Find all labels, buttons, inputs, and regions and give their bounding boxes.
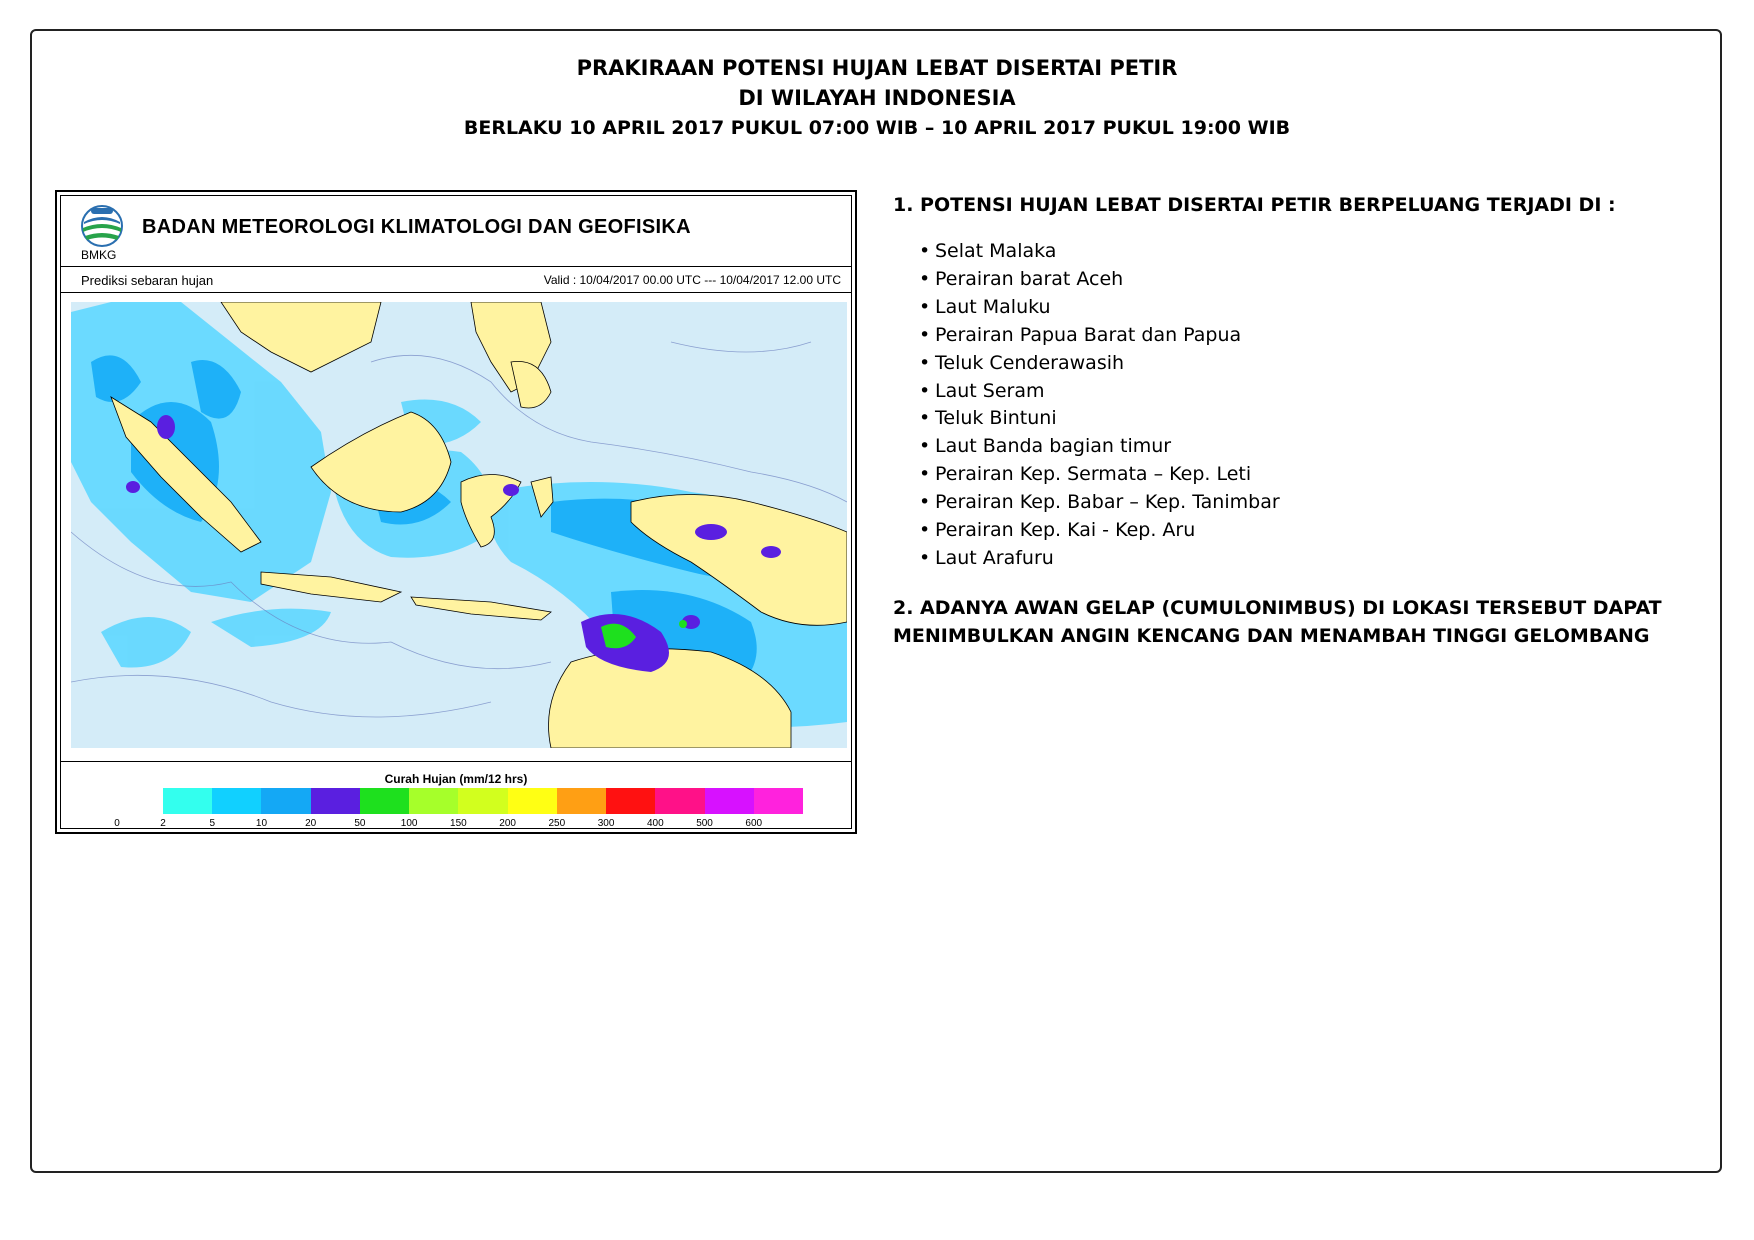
area-item: • Perairan Kep. Sermata – Kep. Leti bbox=[919, 461, 1693, 489]
area-item: • Perairan Papua Barat dan Papua bbox=[919, 322, 1693, 350]
legend-swatch bbox=[754, 788, 803, 814]
valid-time: Valid : 10/04/2017 00.00 UTC --- 10/04/2017 12.00 UTC bbox=[543, 273, 841, 287]
map-panel-inner bbox=[60, 195, 852, 829]
legend-title: Curah Hujan (mm/12 hrs) bbox=[384, 772, 528, 786]
title-line-1: PRAKIRAAN POTENSI HUJAN LEBAT DISERTAI PETIR bbox=[576, 56, 1178, 80]
legend-swatch bbox=[360, 788, 409, 814]
area-item: • Laut Maluku bbox=[919, 294, 1693, 322]
legend-swatch bbox=[212, 788, 261, 814]
legend-swatch bbox=[409, 788, 458, 814]
area-item: • Laut Seram bbox=[919, 378, 1693, 406]
legend-tick-label: 600 bbox=[745, 818, 763, 829]
map-subtitle: Prediksi sebaran hujan bbox=[81, 273, 214, 288]
logo-caption: BMKG bbox=[81, 248, 117, 262]
legend-swatch bbox=[508, 788, 557, 814]
legend-tick-label: 250 bbox=[548, 818, 566, 829]
legend-swatch bbox=[458, 788, 507, 814]
bmkg-logo-icon bbox=[79, 204, 125, 254]
area-item: • Selat Malaka bbox=[919, 238, 1693, 266]
area-item: • Perairan Kep. Kai - Kep. Aru bbox=[919, 517, 1693, 545]
legend-tick-label: 400 bbox=[646, 818, 664, 829]
title-line-2: DI WILAYAH INDONESIA bbox=[738, 86, 1016, 110]
area-item: • Teluk Cenderawasih bbox=[919, 350, 1693, 378]
rain-forecast-map-panel bbox=[55, 190, 857, 834]
legend-tick-label: 20 bbox=[305, 818, 317, 829]
legend-tick-label: 10 bbox=[255, 818, 268, 829]
legend-tick-label: 0 bbox=[114, 818, 120, 829]
area-item: • Perairan Kep. Babar – Kep. Tanimbar bbox=[919, 489, 1693, 517]
legend-swatch bbox=[557, 788, 606, 814]
legend-tick-label: 50 bbox=[354, 818, 366, 829]
legend-tick-label: 5 bbox=[209, 818, 215, 829]
legend-tick-label: 100 bbox=[400, 818, 418, 829]
rainfall-map bbox=[71, 302, 847, 748]
legend-tick-label: 150 bbox=[450, 818, 467, 829]
legend-swatch bbox=[606, 788, 655, 814]
legend-swatch bbox=[655, 788, 704, 814]
legend-tick-label: 200 bbox=[499, 818, 516, 829]
section-1-title: 1. POTENSI HUJAN LEBAT DISERTAI PETIR BERPELUANG TERJADI DI : bbox=[893, 194, 1616, 216]
legend-swatch bbox=[311, 788, 360, 814]
affected-areas-list bbox=[893, 238, 1693, 573]
agency-name: BADAN METEOROLOGI KLIMATOLOGI DAN GEOFISIKA bbox=[142, 216, 691, 238]
legend-tick-label: 500 bbox=[696, 818, 713, 829]
section-2-text bbox=[893, 594, 1693, 650]
legend-color-bar bbox=[163, 788, 803, 814]
legend-swatch bbox=[705, 788, 754, 814]
divider bbox=[61, 266, 851, 267]
forecast-text bbox=[893, 190, 1693, 650]
divider bbox=[61, 292, 851, 293]
area-item: • Laut Banda bagian timur bbox=[919, 433, 1693, 461]
section-2-line-1: 2. ADANYA AWAN GELAP (CUMULONIMBUS) DI LOKASI TERSEBUT DAPAT bbox=[893, 596, 1662, 619]
area-item: • Laut Arafuru bbox=[919, 545, 1693, 573]
section-2-line-2: MENIMBULKAN ANGIN KENCANG DAN MENAMBAH TINGGI GELOMBANG bbox=[893, 624, 1650, 647]
legend-tick-label: 2 bbox=[160, 818, 166, 829]
legend-tick-label: 300 bbox=[597, 818, 615, 829]
area-item: • Teluk Bintuni bbox=[919, 405, 1693, 433]
legend-ticks bbox=[61, 818, 851, 834]
validity-period: BERLAKU 10 APRIL 2017 PUKUL 07:00 WIB – 10 APRIL 2017 PUKUL 19:00 WIB bbox=[463, 117, 1291, 139]
legend-swatch bbox=[261, 788, 310, 814]
legend-swatch bbox=[163, 788, 212, 814]
area-item: • Perairan barat Aceh bbox=[919, 266, 1693, 294]
divider bbox=[61, 761, 851, 762]
